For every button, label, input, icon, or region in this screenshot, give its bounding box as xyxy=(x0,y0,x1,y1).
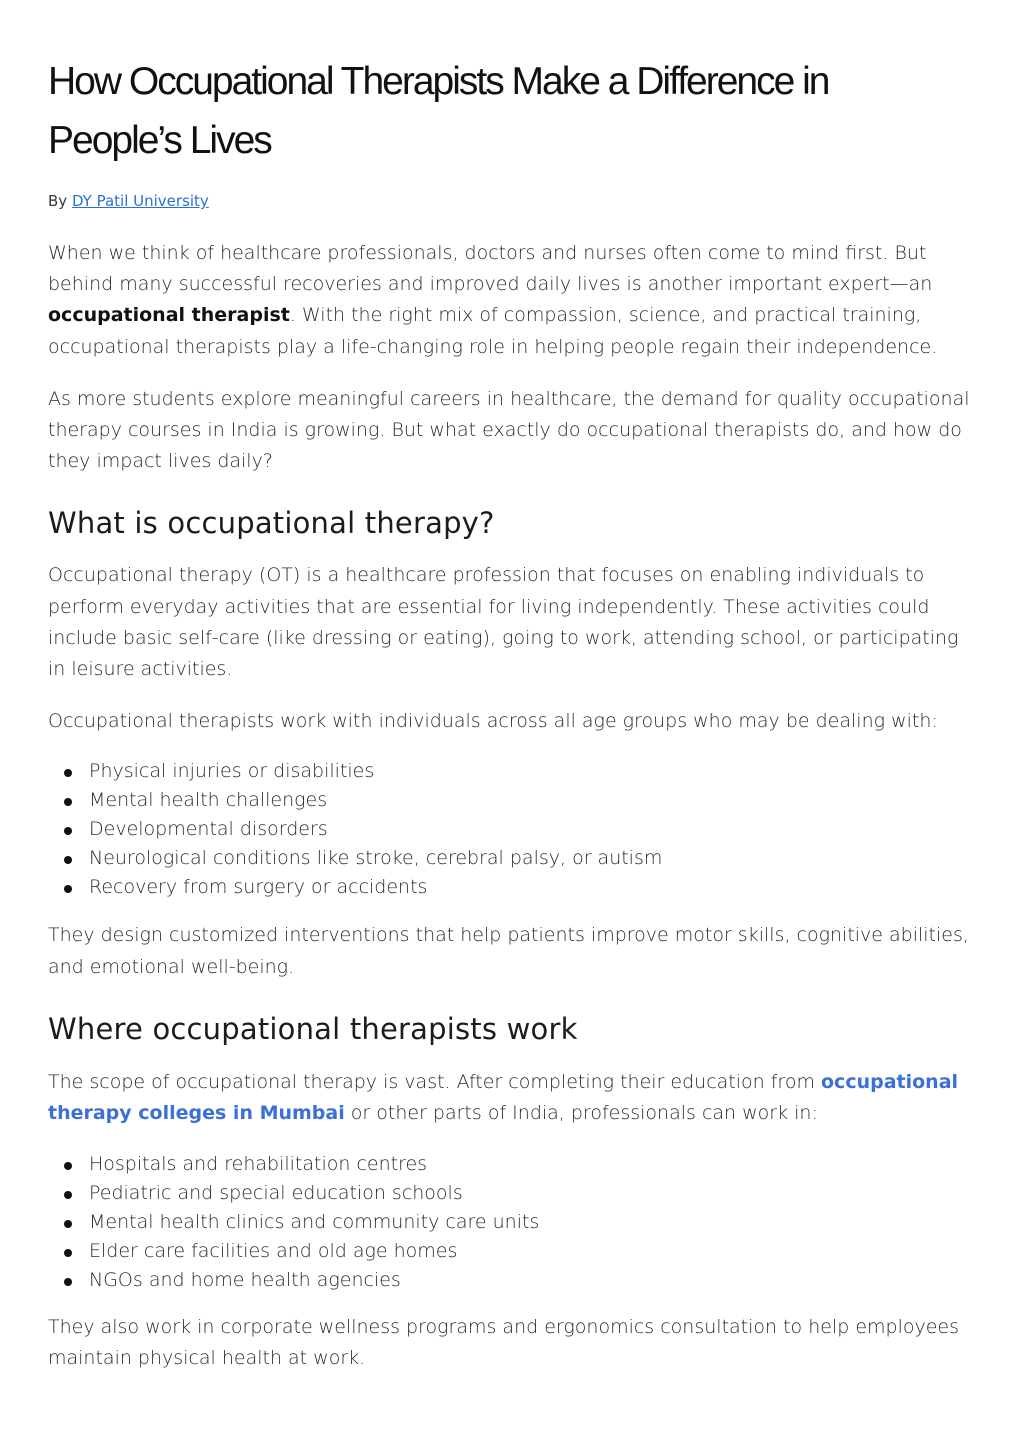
list-item: Neurological conditions like stroke, cerebral palsy, or autism xyxy=(48,844,976,873)
intro-paragraph-2: As more students explore meaningful careers in healthcare, the demand for quality occupational therapy courses in India is growing. But what exactly do occupational therapists do, and how do they impact lives daily? xyxy=(48,387,970,473)
bullet-dot-icon xyxy=(64,856,72,864)
intro-p1-bold-term: occupational therapist xyxy=(48,304,290,327)
conditions-list xyxy=(48,757,976,902)
intro-p1-text-end: . With the right mix of compassion, science, and practical training, occupational therapists play a life-changing role in helping people regain their independence. xyxy=(48,304,938,358)
section2-paragraph-2: They also work in corporate wellness programs and ergonomics consultation to help employees maintain physical health at work. xyxy=(48,1316,960,1370)
list-item: Mental health challenges xyxy=(48,786,976,815)
bullet-dot-icon xyxy=(64,827,72,835)
section2-p1-text-end: or other parts of India, professionals can work in: xyxy=(344,1102,818,1125)
author-link[interactable]: DY Patil University xyxy=(71,192,209,210)
list-item: Elder care facilities and old age homes xyxy=(48,1237,976,1266)
list-item: Mental health clinics and community care units xyxy=(48,1208,976,1237)
bullet-dot-icon xyxy=(64,769,72,777)
list-item: Pediatric and special education schools xyxy=(48,1179,976,1208)
section1-paragraph-3: They design customized interventions that help patients improve motor skills, cognitive abilities, and emotional well-being. xyxy=(48,924,969,978)
article-title: How Occupational Therapists Make a Difference in People’s Lives xyxy=(48,60,829,162)
list-item: NGOs and home health agencies xyxy=(48,1266,976,1295)
bullet-dot-icon xyxy=(64,1162,72,1170)
bullet-dot-icon xyxy=(64,1278,72,1286)
bullet-dot-icon xyxy=(64,1220,72,1228)
section-heading-what-is-ot: What is occupational therapy? xyxy=(48,506,495,541)
bullet-dot-icon xyxy=(64,885,72,893)
section2-paragraph-1 xyxy=(48,1067,976,1129)
list-item: Recovery from surgery or accidents xyxy=(48,873,976,902)
list-item: Hospitals and rehabilitation centres xyxy=(48,1150,976,1179)
byline xyxy=(48,190,976,212)
bullet-dot-icon xyxy=(64,1249,72,1257)
section-heading-where-ots-work: Where occupational therapists work xyxy=(48,1011,578,1046)
section1-paragraph-1: Occupational therapy (OT) is a healthcare profession that focuses on enabling individuals to perform everyday activities that are essential for living independently. These activities could include basic self-care (like dressing or eating), going to work, attending school, or participating in leisure activities. xyxy=(48,564,959,681)
ot-colleges-mumbai-link[interactable]: occupational therapy colleges in Mumbai xyxy=(48,1070,959,1125)
intro-p1-text: When we think of healthcare professionals, doctors and nurses often come to mind first. But behind many successful recoveries and improved daily lives is another important expert—an xyxy=(48,242,933,296)
workplaces-list xyxy=(48,1150,976,1295)
list-item: Developmental disorders xyxy=(48,815,976,844)
section1-paragraph-2: Occupational therapists work with individuals across all age groups who may be dealing with: xyxy=(48,710,938,733)
bullet-dot-icon xyxy=(64,798,72,806)
byline-prefix: By xyxy=(48,192,72,210)
intro-paragraph-1 xyxy=(48,238,976,363)
section2-p1-text: The scope of occupational therapy is vast. After completing their education from xyxy=(48,1070,821,1093)
list-item: Physical injuries or disabilities xyxy=(48,757,976,786)
bullet-dot-icon xyxy=(64,1191,72,1199)
